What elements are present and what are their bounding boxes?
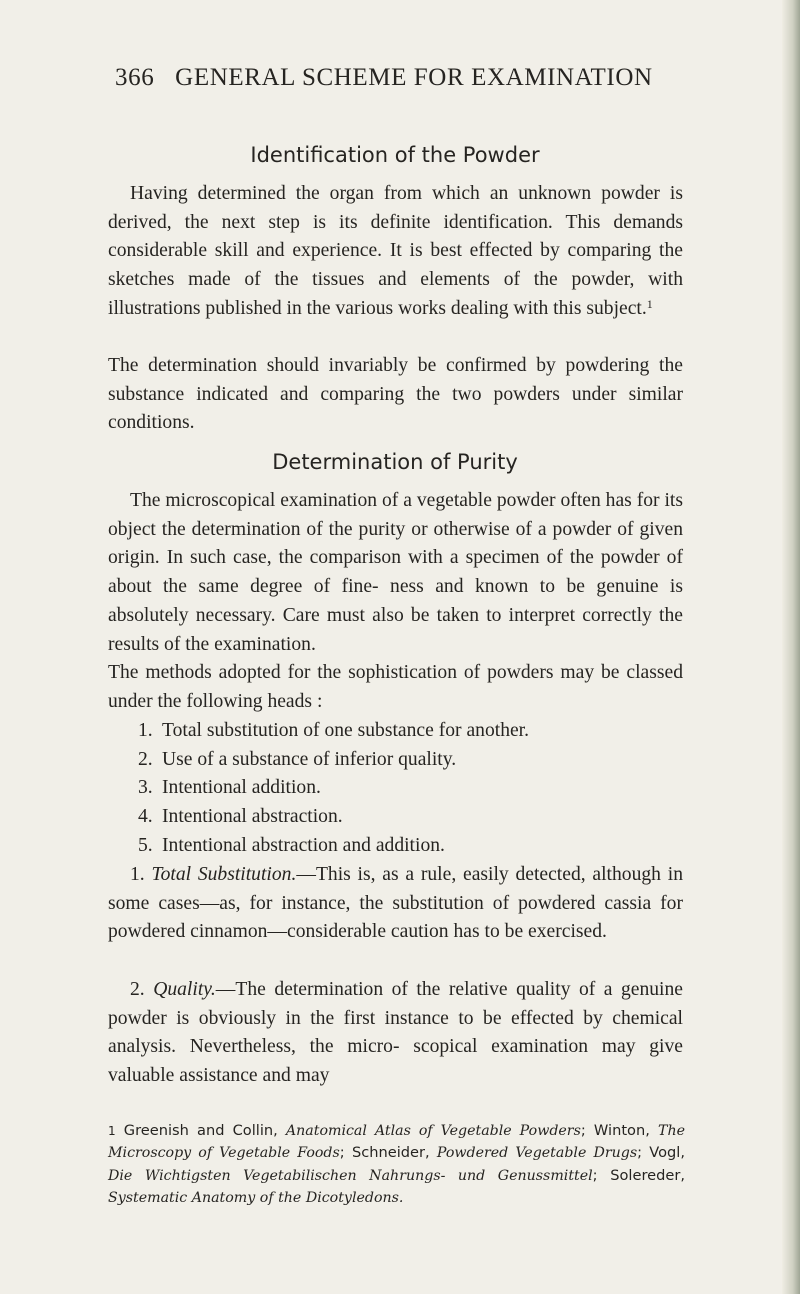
paragraph-purity — [108, 487, 683, 659]
item-body: —The determination of the relative quality of a genuine powder is obviously in the first instance to be effected by chemical analysis. Nevertheless, the micro- scopical examination may give valuable assistance and may — [108, 979, 683, 1087]
item-number: 1. — [130, 864, 145, 885]
paragraph-text: The methods adopted for the sophistication of powders may be classed under the following heads : — [108, 662, 683, 712]
list-item: 2. Use of a substance of inferior quality. — [138, 748, 457, 770]
paragraph-total-substitution — [108, 861, 683, 947]
methods-list — [138, 717, 529, 861]
citation-title: Die Wichtigsten Vegetabilischen Nahrungs- und Genussmittel — [108, 1167, 593, 1184]
paragraph-text: The microscopical examination of a vegetable powder often has for its object the determination of the purity or otherwise of a powder of given origin. In such case, the comparison with a specimen of the powder of about the same degree of fine- ness and known to be genuine is absolutely necessary. Care must also be taken to interpret correctly the results of the examination. — [108, 490, 683, 655]
list-item: 5. Intentional abstraction and addition. — [138, 834, 445, 856]
footnote: 1 Greenish and Collin, Anatomical Atlas of Vegetable Powders; Winton, The Microscopy of Vegetable Foods; Schneider, Powdered Vegetable Drugs; Vogl, Die Wichtigsten Vegetabilischen Nahrungs- und Genussmittel; Solereder, Systematic Anatomy of the Dicotyledons. — [108, 1122, 686, 1206]
paragraph-methods — [108, 659, 683, 716]
paragraph-text: The determination should invariably be confirmed by powdering the substance indicated and comparing the two powders under similar conditions. — [108, 355, 683, 434]
list-item: 4. Intentional abstraction. — [138, 806, 343, 828]
heading-purity: Determination of Purity — [272, 450, 518, 474]
citation-title: Systematic Anatomy of the Dicotyledons. — [108, 1189, 404, 1206]
item-number: 2. — [130, 979, 145, 1000]
item-title: Quality. — [153, 979, 216, 1000]
paragraph-identification — [108, 180, 683, 324]
list-item: 1. Total substitution of one substance for another. — [138, 720, 530, 741]
paragraph-quality — [108, 976, 683, 1091]
citation-title: Powdered Vegetable Drugs — [436, 1145, 638, 1162]
footnote-reference: 1 — [646, 296, 653, 311]
heading-identification: Identification of the Powder — [250, 143, 540, 167]
paragraph-confirmation — [108, 352, 683, 438]
list-item: 3. Intentional addition. — [138, 777, 321, 799]
item-title: Total Substitution. — [151, 864, 297, 885]
item-body: —This is, as a rule, easily detected, although in some cases—as, for instance, the substitution of powdered cassia for powdered cinnamon—considerable caution has to be exercised. — [108, 864, 683, 943]
running-title: GENERAL SCHEME FOR EXAMINATION — [175, 64, 653, 91]
citation-title: The Microscopy of Vegetable Foods — [108, 1123, 685, 1162]
citation-title: Anatomical Atlas of Vegetable Powders — [285, 1123, 581, 1139]
footnote-mark: 1 — [108, 1124, 116, 1138]
page-number: 366 — [115, 64, 155, 91]
paragraph-text: Having determined the organ from which an unknown powder is derived, the next step is its definite identification. This demands considerable skill and experience. It is best effected by comparing the sketches made of the tissues and elements of the powder, with illustrations published in the various works dealing with this subject. — [108, 183, 683, 319]
page-edge-shadow — [782, 0, 800, 1294]
running-head — [115, 64, 735, 92]
